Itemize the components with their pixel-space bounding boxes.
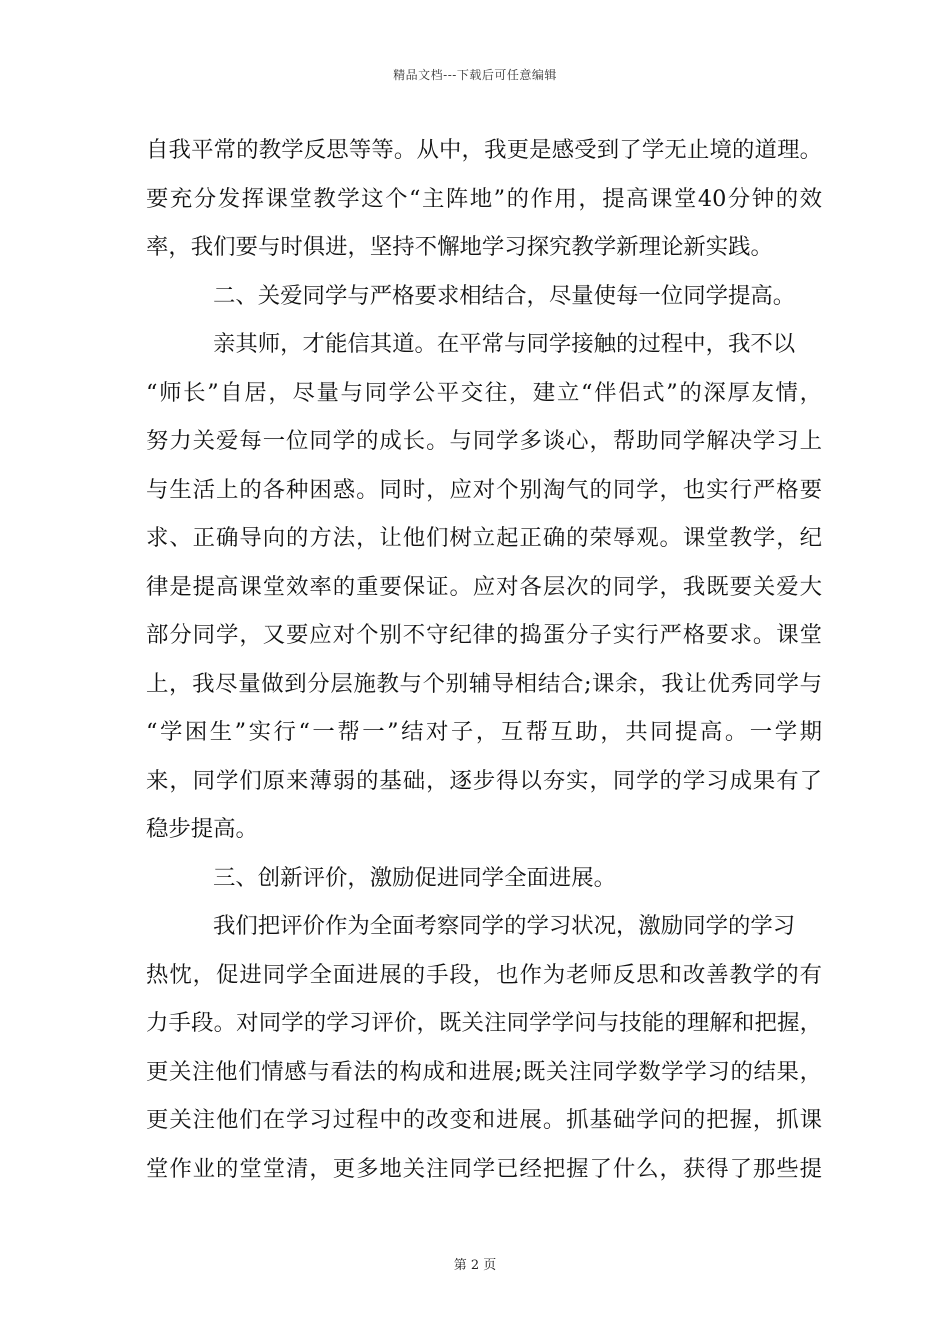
page-number: 第 2 页	[453, 1258, 497, 1273]
body-line: 努力关爱每一位同学的成长。与同学多谈心，帮助同学解决学习上	[146, 428, 822, 454]
body-line: “师长”自居，尽量与同学公平交往，建立“伴侣式”的深厚友情，	[146, 379, 822, 406]
body-line: 求、正确导向的方法，让他们树立起正确的荣辱观。课堂教学，纪	[146, 525, 822, 551]
body-line: 我们把评价作为全面考察同学的学习状况，激励同学的学习	[213, 913, 796, 939]
body-line: 律是提高课堂效率的重要保证。应对各层次的同学，我既要关爱大	[146, 573, 822, 600]
body-line: 与生活上的各种困惑。同时，应对个别淘气的同学，也实行严格要	[146, 476, 822, 503]
body-line: “学困生”实行“一帮一”结对子，互帮互助，共同提高。一学期	[146, 719, 822, 745]
body-line: 部分同学，又要应对个别不守纪律的捣蛋分子实行严格要求。课堂	[146, 622, 822, 648]
body-line: 堂作业的堂堂清，更多地关注同学已经把握了什么，获得了那些提	[146, 1155, 822, 1182]
body-line: 更关注他们在学习过程中的改变和进展。抓基础学问的把握，抓课	[146, 1107, 822, 1133]
body-line: 更关注他们情感与看法的构成和进展;既关注同学数学学习的结果，	[146, 1058, 822, 1085]
body-line: 亲其师，才能信其道。在平常与同学接触的过程中，我不以	[213, 331, 796, 357]
page-header: 精品文档---下载后可任意编辑	[393, 68, 557, 82]
body-line: 上，我尽量做到分层施教与个别辅导相结合;课余，我让优秀同学与	[146, 670, 822, 697]
section-heading: 二、关爱同学与严格要求相结合，尽量使每一位同学提高。	[213, 282, 796, 309]
body-line: 稳步提高。	[146, 816, 258, 842]
document-body	[146, 126, 822, 1193]
body-line: 率，我们要与时俱进，坚持不懈地学习探究教学新理论新实践。	[146, 234, 773, 260]
body-line: 力手段。对同学的学习评价，既关注同学学问与技能的理解和把握，	[146, 1010, 822, 1036]
body-line: 热忱，促进同学全面进展的手段，也作为老师反思和改善教学的有	[146, 961, 822, 988]
body-line: 要充分发挥课堂教学这个“主阵地”的作用，提高课堂40分钟的效	[146, 185, 822, 212]
section-heading: 三、创新评价，激励促进同学全面进展。	[213, 864, 617, 891]
body-line: 自我平常的教学反思等等。从中，我更是感受到了学无止境的道理。	[146, 137, 822, 163]
body-line: 来，同学们原来薄弱的基础，逐步得以夯实，同学的学习成果有了	[146, 767, 822, 794]
